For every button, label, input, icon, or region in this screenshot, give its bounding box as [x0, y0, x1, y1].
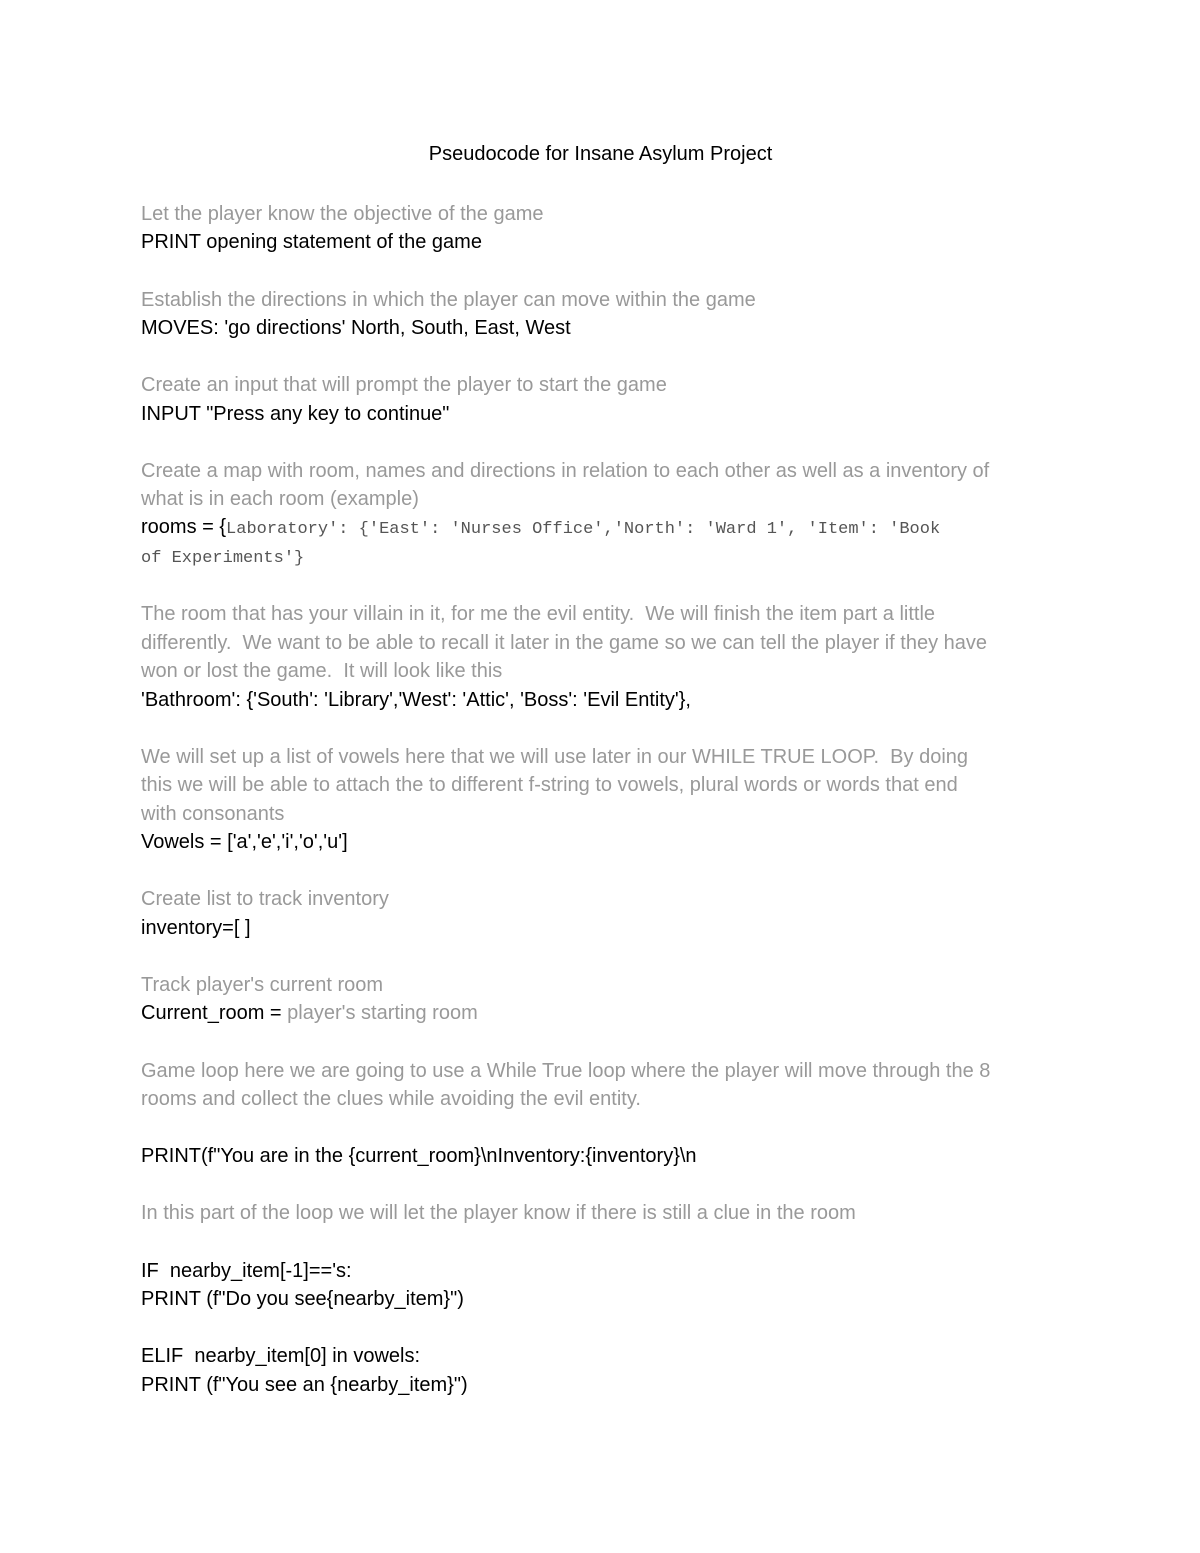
code-map-mono-1: Laboratory': {'East': 'Nurses Office','North': 'Ward 1', 'Item': 'Book — [226, 519, 941, 539]
comment-game-loop-2: rooms and collect the clues while avoiding the evil entity. — [141, 1087, 641, 1110]
comment-directions: Establish the directions in which the player can move within the game — [141, 288, 756, 311]
code-map-1 — [141, 514, 1060, 543]
spacer — [141, 257, 1060, 286]
code-current-room-note: player's starting room — [287, 1002, 478, 1025]
comment-inventory: Create list to track inventory — [141, 888, 389, 911]
spacer — [141, 428, 1060, 457]
code-map-prefix: rooms = { — [141, 515, 227, 538]
comment-clue-check: In this part of the loop we will let the player know if there is still a clue in the room — [141, 1202, 856, 1225]
code-current-room-prefix: Current_room = — [141, 1002, 288, 1025]
spacer — [141, 1171, 1060, 1200]
spacer — [141, 572, 1060, 601]
comment-vowels-2: this we will be able to attach the to different f-string to vowels, plural words or words that end — [141, 774, 958, 797]
spacer — [141, 1113, 1060, 1142]
code-if-1: IF nearby_item[-1]=='s: — [141, 1259, 352, 1282]
spacer — [141, 714, 1060, 743]
code-inventory: inventory=[ ] — [141, 916, 251, 939]
code-map-mono-2: of Experiments'} — [141, 548, 305, 568]
spacer — [141, 1313, 1060, 1342]
code-elif-2: PRINT (f"You see an {nearby_item}") — [141, 1373, 468, 1396]
comment-vowels-1: We will set up a list of vowels here that we will use later in our WHILE TRUE LOOP. By doing — [141, 745, 969, 768]
spacer — [141, 1028, 1060, 1057]
document-title: Pseudocode for Insane Asylum Project — [428, 143, 773, 165]
comment-objective: Let the player know the objective of the game — [141, 203, 544, 225]
comment-villain-2: differently. We want to be able to recall it later in the game so we can tell the player if they have — [141, 631, 988, 654]
spacer — [141, 1228, 1060, 1257]
code-directions: MOVES: 'go directions' North, South, East, West — [141, 317, 571, 340]
comment-map-2: what is in each room (example) — [141, 488, 419, 511]
code-print-status: PRINT(f"You are in the {current_room}\nInventory:{inventory}\n — [141, 1145, 697, 1168]
spacer — [141, 856, 1060, 885]
code-map-2 — [141, 543, 1060, 572]
comment-map-1: Create a map with room, names and directions in relation to each other as well as a inventory of — [141, 459, 990, 482]
code-current-room — [141, 999, 1060, 1027]
spacer — [141, 342, 1060, 371]
code-villain: 'Bathroom': {'South': 'Library','West': 'Attic', 'Boss': 'Evil Entity'}, — [141, 688, 691, 711]
comment-vowels-3: with consonants — [141, 802, 285, 825]
comment-villain-3: won or lost the game. It will look like this — [141, 660, 503, 683]
code-elif-1: ELIF nearby_item[0] in vowels: — [141, 1345, 421, 1368]
comment-game-loop-1: Game loop here we are going to use a While True loop where the player will move through the 8 — [141, 1059, 991, 1082]
code-vowels: Vowels = ['a','e','i','o','u'] — [141, 831, 348, 854]
code-objective: PRINT opening statement of the game — [141, 231, 482, 254]
code-if-2: PRINT (f"Do you see{nearby_item}") — [141, 1287, 464, 1310]
comment-current-room: Track player's current room — [141, 973, 384, 996]
spacer — [141, 942, 1060, 971]
comment-start: Create an input that will prompt the player to start the game — [141, 374, 667, 397]
code-start: INPUT "Press any key to continue" — [141, 402, 450, 425]
comment-villain-1: The room that has your villain in it, for me the evil entity. We will finish the item part a little — [141, 603, 936, 626]
